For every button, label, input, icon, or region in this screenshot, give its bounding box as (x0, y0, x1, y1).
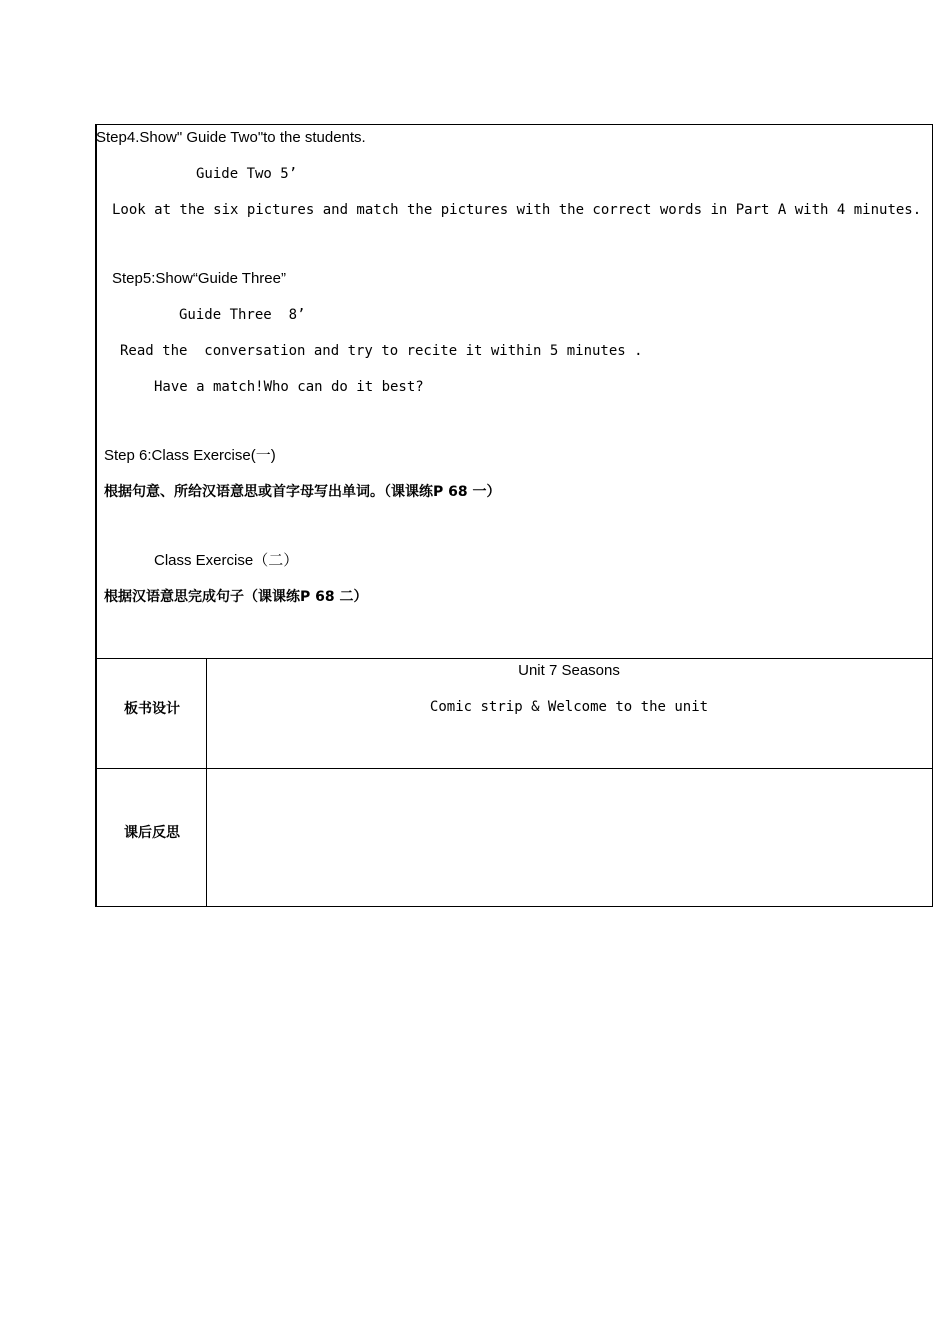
guide-three-task: Read the conversation and try to recite it within 5 minutes . (120, 343, 643, 359)
board-design-label: 板书设计 (124, 701, 180, 717)
lesson-plan-table (95, 124, 933, 907)
exercise2-title: Class Exercise（二） (154, 552, 299, 569)
exercise1-instruction: 根据句意、所给汉语意思或首字母写出单词。（课课练P 68 一） (104, 484, 501, 500)
step6-title: Step 6:Class Exercise(一) (104, 447, 276, 464)
step4-title: Step4.Show" Guide Two"to the students. (96, 129, 366, 146)
guide-two-heading: Guide Two 5’ (196, 166, 298, 182)
table-row-divider (97, 658, 932, 659)
board-design-line1: Unit 7 Seasons (518, 662, 620, 679)
table-row-divider (97, 768, 932, 769)
guide-three-match: Have a match!Who can do it best? (154, 379, 424, 395)
reflection-label: 课后反思 (124, 825, 180, 841)
board-design-line2: Comic strip & Welcome to the unit (429, 699, 709, 715)
guide-three-heading: Guide Three 8’ (179, 307, 306, 323)
table-column-divider (206, 658, 207, 907)
exercise2-instruction: 根据汉语意思完成句子（课课练P 68 二） (104, 589, 368, 605)
guide-two-task: Look at the six pictures and match the pictures with the correct words in Part A with 4 minutes. (112, 202, 922, 218)
step5-title: Step5:Show“Guide Three” (112, 270, 286, 287)
